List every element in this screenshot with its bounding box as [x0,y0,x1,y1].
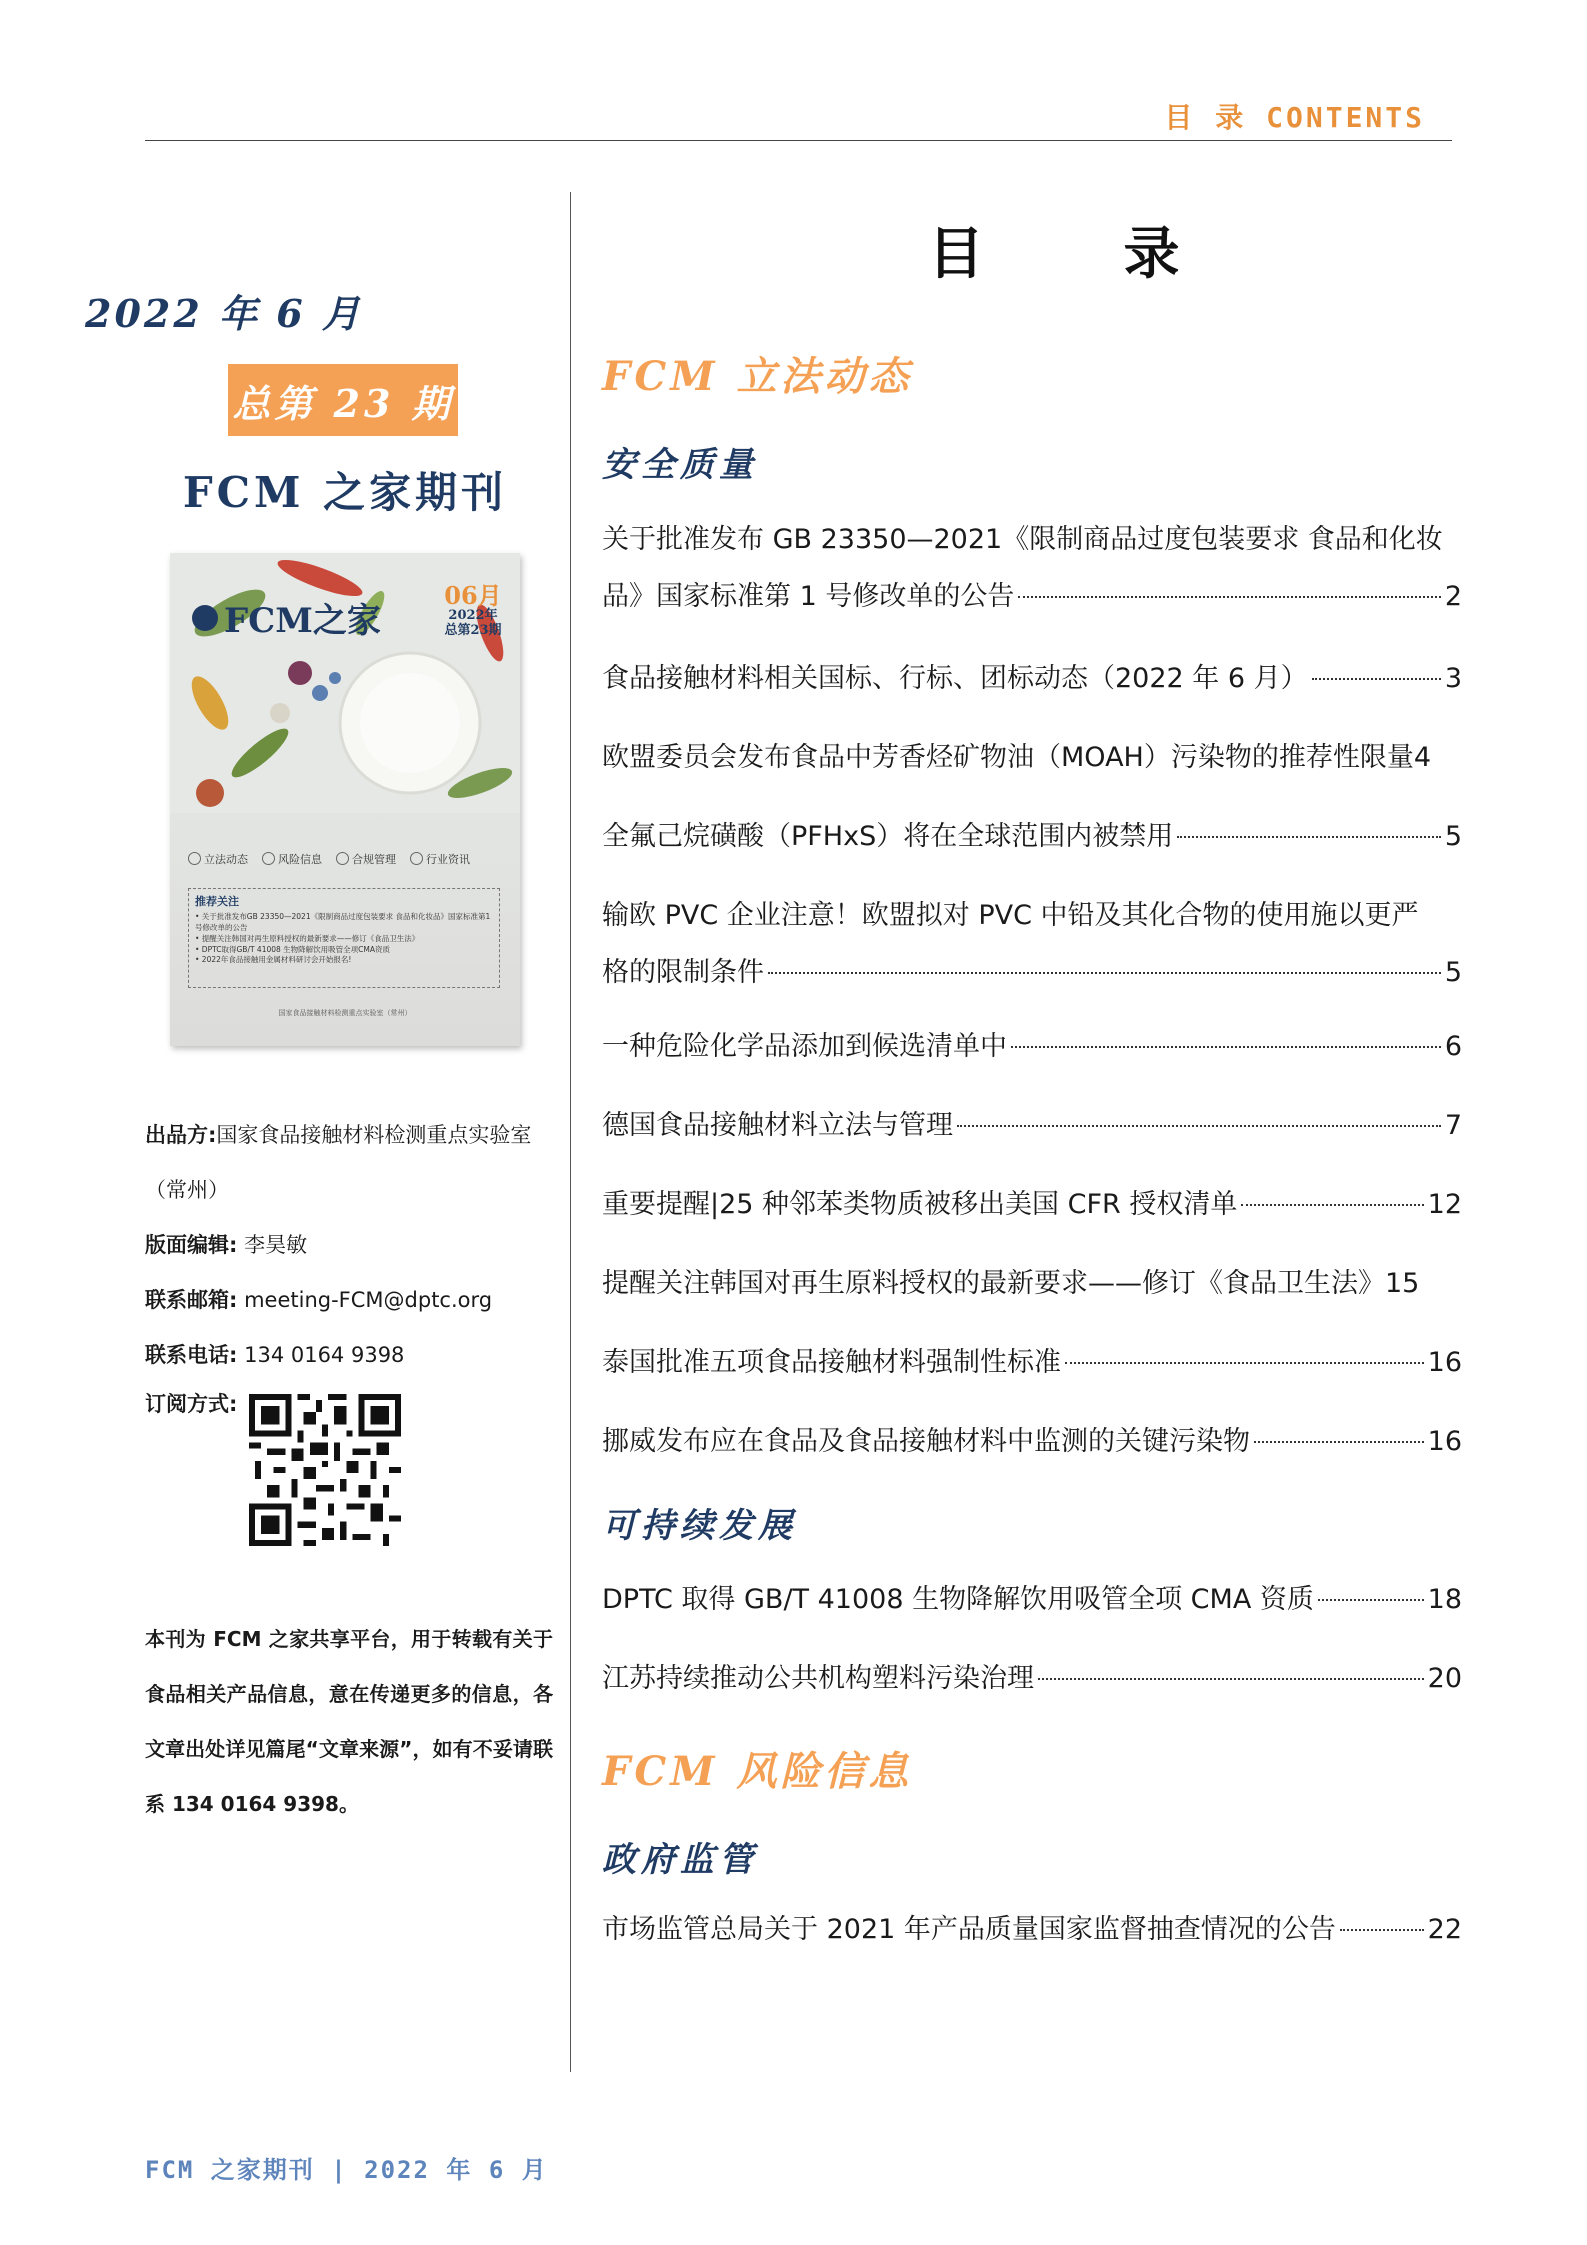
toc-leader [1177,836,1441,838]
toc-entry-text: 一种危险化学品添加到候选清单中 [602,1031,1007,1062]
toc-entry[interactable] [602,511,1462,625]
cover-recommend-item: • 关于批准发布GB 23350—2021《限制商品过度包装要求 食品和化妆品》国家标准第1号修改单的公告 [195,911,491,932]
cover-footer: 国家食品接触材料检测重点实验室（常州） [278,1009,412,1017]
cover-thumbnail [170,553,520,1046]
toc-entry-page: 4 [1413,742,1432,773]
toc-entry-text-cont: 格的限制条件 [602,957,764,988]
toc-entry-page: 22 [1427,1914,1462,1945]
publisher-label: 出品方: [145,1123,217,1147]
section-heading-legislation: FCM 立法动态 [602,353,913,400]
subscribe-label: 订阅方式: [145,1392,238,1416]
cover-recommend-item: • DPTC取得GB/T 41008 生物降解饮用吸管全项CMA资质 [195,944,391,954]
editor-value: 李昊敏 [244,1233,308,1257]
toc-entry[interactable] [602,1255,1462,1312]
toc-entry[interactable] [602,1413,1462,1470]
cover-category: 风险信息 [262,851,322,867]
cover-recommend-item: • 提醒关注韩国对再生原料授权的最新要求——修订《食品卫生法》 [195,933,420,943]
cover-issue-month: 06月 [444,581,502,610]
cover-categories [188,851,470,867]
toc-leader [1254,1441,1424,1443]
toc-entry[interactable] [602,1097,1462,1154]
toc-entry-page: 16 [1427,1347,1462,1378]
email-value[interactable]: meeting-FCM@dptc.org [244,1288,493,1312]
toc-leader [1018,596,1440,598]
header-divider [145,140,1452,141]
publisher-value: 国家食品接触材料检测重点实验室（常州） [145,1123,532,1202]
toc-entry-text: 提醒关注韩国对再生原料授权的最新要求——修订《食品卫生法》 [602,1268,1385,1299]
publisher-row [145,1108,565,1218]
toc-entry-page: 5 [1444,821,1462,852]
toc-entry-text: 关于批准发布 GB 23350—2021《限制商品过度包装要求 食品和化妆 [602,524,1443,555]
cover-issue-info [444,583,502,638]
cover-recommend-title: 推荐关注 [195,895,239,908]
toc-entry-page: 15 [1385,1268,1420,1299]
toc-entry-text: 全氟己烷磺酸（PFHxS）将在全球范围内被禁用 [602,821,1174,852]
toc-entry[interactable] [602,1650,1462,1707]
subsection-heading-sustainability: 可持续发展 [602,1506,797,1546]
toc-entry-text: 欧盟委员会发布食品中芳香烃矿物油（MOAH）污染物的推荐性限量 [602,742,1414,773]
cover-category: 立法动态 [188,851,248,867]
editor-label: 版面编辑: [145,1233,238,1257]
toc-entry[interactable] [602,1901,1462,1958]
toc-entry[interactable] [602,650,1462,707]
publication-meta [145,1108,565,1383]
toc-entry-page: 20 [1427,1663,1462,1694]
toc-title: 目 录 [928,221,1240,287]
toc-entry-text: 江苏持续推动公共机构塑料污染治理 [602,1663,1034,1694]
toc-entry[interactable] [602,887,1462,1001]
issue-date: 2022 年 6 月 [85,291,363,336]
journal-name: FCM 之家期刊 [182,468,508,517]
toc-entry-text: 泰国批准五项食品接触材料强制性标准 [602,1347,1061,1378]
issue-number-badge: 总第 23 期 [228,364,458,436]
toc-leader [1011,1046,1441,1048]
phone-value: 134 0164 9398 [244,1343,405,1367]
subscribe-qr-code[interactable] [249,1394,401,1546]
toc-entry-page: 12 [1427,1189,1462,1220]
toc-entry-text: 重要提醒|25 种邻苯类物质被移出美国 CFR 授权清单 [602,1189,1238,1220]
toc-entry-page: 7 [1444,1110,1462,1141]
section-heading-risk: FCM 风险信息 [602,1748,913,1795]
cover-issue-total: 总第23期 [444,622,502,638]
toc-leader [1241,1204,1423,1206]
toc-entry-text: 市场监管总局关于 2021 年产品质量国家监督抽查情况的公告 [602,1914,1336,1945]
subsection-heading-safety-quality: 安全质量 [602,445,758,485]
toc-entry-text: 输欧 PVC 企业注意！欧盟拟对 PVC 中铅及其化合物的使用施以更严 [602,900,1419,931]
cover-recommend-item: • 2022年食品接触用金属材料研讨会开始报名! [195,955,352,965]
disclaimer-note: 本刊为 FCM 之家共享平台，用于转载有关于食品相关产品信息，意在传递更多的信息，各文章出处详见篇尾“文章来源”，如有不妥请联系 134 0164 9398。 [145,1627,553,1816]
toc-entry-text: 挪威发布应在食品及食品接触材料中监测的关键污染物 [602,1426,1250,1457]
cover-logo [192,593,381,642]
email-label: 联系邮箱: [145,1288,238,1312]
phone-label: 联系电话: [145,1343,238,1367]
toc-entry-page: 3 [1444,663,1462,694]
page-footer: FCM 之家期刊 | 2022 年 6 月 [145,2156,548,2184]
toc-leader [1038,1678,1424,1680]
editor-row [145,1218,565,1273]
toc-entry-page: 18 [1427,1584,1462,1615]
toc-entry-page: 5 [1444,957,1462,988]
toc-entry-page: 16 [1427,1426,1462,1457]
cover-recommend-box [188,888,500,988]
header-contents-label: 目 录 CONTENTS [1164,101,1425,134]
toc-entry[interactable] [602,1334,1462,1391]
toc-entry[interactable] [602,1571,1462,1628]
toc-entry-text: DPTC 取得 GB/T 41008 生物降解饮用吸管全项 CMA 资质 [602,1584,1314,1615]
cover-category: 行业资讯 [410,851,470,867]
toc-leader [768,972,1441,974]
toc-entry[interactable] [602,1018,1462,1075]
cover-category: 合规管理 [336,851,396,867]
toc-entry[interactable] [602,1176,1462,1233]
toc-entry-page: 2 [1444,581,1462,612]
email-row [145,1273,565,1328]
cover-logo-mark-icon [192,605,218,631]
subsection-heading-government: 政府监管 [602,1840,758,1880]
toc-leader [957,1125,1441,1127]
toc-entry-text-cont: 品》国家标准第 1 号修改单的公告 [602,581,1015,612]
toc-entry-page: 6 [1444,1031,1462,1062]
toc-leader [1065,1362,1424,1364]
toc-entry[interactable] [602,808,1462,865]
toc-entry[interactable] [602,729,1482,786]
cover-logo-text: FCM之家 [224,601,381,641]
cover-issue-year: 2022年 [448,608,498,624]
toc-entry-text: 德国食品接触材料立法与管理 [602,1110,953,1141]
phone-row [145,1328,565,1383]
toc-leader [1312,678,1441,680]
toc-leader [1318,1599,1424,1601]
toc-entry-text: 食品接触材料相关国标、行标、团标动态（2022 年 6 月） [602,663,1308,694]
column-divider [570,192,571,2072]
toc-leader [1340,1929,1424,1931]
